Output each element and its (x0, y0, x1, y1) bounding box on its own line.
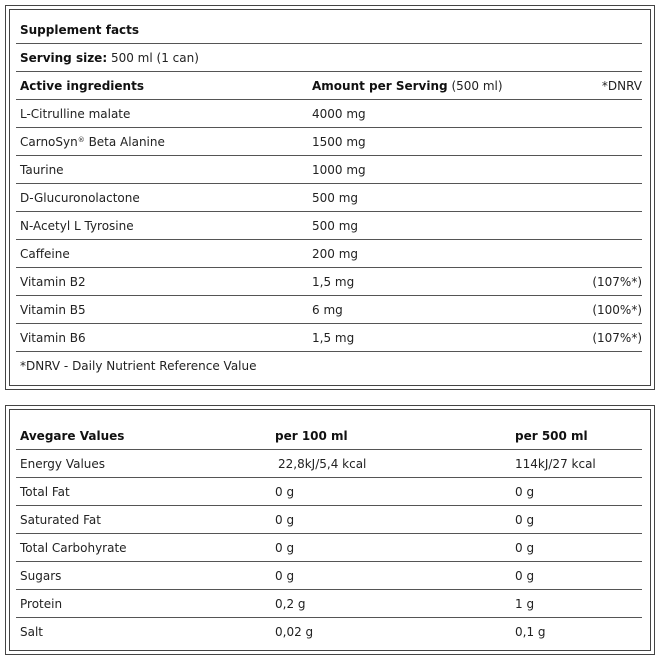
nutrient-per-100ml: 0 g (275, 541, 295, 555)
ingredient-row (16, 324, 642, 352)
nutrient-name: Energy Values (20, 457, 106, 471)
ingredient-row (16, 268, 642, 296)
nutrient-per-100ml: 22,8kJ/5,4 kcal (278, 457, 367, 471)
nutrition-row (16, 506, 642, 534)
ingredient-dnrv: (107%*) (592, 275, 642, 289)
ingredient-name: Vitamin B6 (20, 331, 86, 345)
nutrient-name: Total Fat (20, 485, 70, 499)
nutrition-values-table (9, 409, 651, 651)
header-per-500ml: per 500 ml (515, 429, 588, 443)
supplement-facts-panel (5, 5, 655, 390)
nutrient-name: Sugars (20, 569, 62, 583)
nutrient-per-500ml: 0 g (515, 485, 535, 499)
ingredients-header-row (16, 72, 642, 100)
ingredient-row (16, 100, 642, 128)
nutrient-per-100ml: 0,2 g (275, 597, 306, 611)
nutrient-per-500ml: 1 g (515, 597, 535, 611)
ingredient-dnrv: (100%*) (592, 303, 642, 317)
nutrient-per-500ml: 0 g (515, 513, 535, 527)
ingredient-amount: 200 mg (312, 247, 359, 261)
nutrient-name: Salt (20, 625, 44, 639)
nutrient-per-500ml: 0 g (515, 541, 535, 555)
ingredient-name: Caffeine (20, 247, 70, 261)
ingredient-name: N-Acetyl L Tyrosine (20, 219, 134, 233)
ingredient-name: L-Citrulline malate (20, 107, 131, 121)
ingredient-name: Vitamin B5 (20, 303, 86, 317)
nutrient-per-100ml: 0,02 g (275, 625, 314, 639)
ingredient-name: Taurine (20, 163, 64, 177)
ingredient-amount: 1000 mg (312, 163, 366, 177)
nutrition-header-row (16, 422, 642, 450)
serving-size-value: 500 ml (1 can) (110, 51, 199, 65)
serving-size-label: Serving size: (20, 51, 108, 65)
nutrition-values-panel (5, 405, 655, 655)
nutrition-row (16, 562, 642, 590)
nutrient-name: Total Carbohyrate (20, 541, 127, 555)
nutrient-per-500ml: 0,1 g (515, 625, 546, 639)
supplement-facts-table (9, 9, 651, 386)
ingredient-amount: 500 mg (312, 191, 359, 205)
nutrition-row (16, 590, 642, 618)
nutrient-per-100ml: 0 g (275, 485, 295, 499)
nutrient-name: Protein (20, 597, 63, 611)
nutrient-per-100ml: 0 g (275, 569, 295, 583)
nutrient-per-500ml: 0 g (515, 569, 535, 583)
ingredient-amount: 1,5 mg (312, 275, 355, 289)
serving-size-row (16, 44, 642, 72)
ingredient-amount: 500 mg (312, 219, 359, 233)
ingredient-row (16, 240, 642, 268)
nutrition-row (16, 450, 642, 478)
header-average-values: Avegare Values (20, 429, 125, 443)
ingredient-amount: 4000 mg (312, 107, 366, 121)
ingredient-row (16, 184, 642, 212)
nutrition-row (16, 534, 642, 562)
nutrient-per-100ml: 0 g (275, 513, 295, 527)
nutrition-row (16, 618, 642, 646)
ingredient-row (16, 212, 642, 240)
ingredient-amount: 1500 mg (312, 135, 366, 149)
footnote-row (16, 352, 642, 380)
dnrv-footnote: *DNRV - Daily Nutrient Reference Value (20, 359, 257, 373)
ingredient-row (16, 296, 642, 324)
ingredient-amount: 1,5 mg (312, 331, 355, 345)
ingredient-name: CarnoSyn® Beta Alanine (20, 135, 165, 149)
nutrition-row (16, 478, 642, 506)
registered-mark: ® (77, 136, 85, 144)
ingredient-dnrv: (107%*) (592, 331, 642, 345)
header-per-100ml: per 100 ml (275, 429, 348, 443)
header-active-ingredients: Active ingredients (20, 79, 144, 93)
ingredient-name: Vitamin B2 (20, 275, 86, 289)
header-amount-per-serving: Amount per Serving (500 ml) (312, 79, 503, 93)
ingredient-name: D-Glucuronolactone (20, 191, 140, 205)
supplement-title: Supplement facts (20, 23, 140, 37)
ingredient-amount: 6 mg (312, 303, 343, 317)
nutrient-per-500ml: 114kJ/27 kcal (515, 457, 596, 471)
ingredient-row (16, 128, 642, 156)
ingredient-row (16, 156, 642, 184)
supplement-title-row (16, 16, 642, 44)
nutrient-name: Saturated Fat (20, 513, 101, 527)
header-dnrv: *DNRV (601, 79, 642, 93)
